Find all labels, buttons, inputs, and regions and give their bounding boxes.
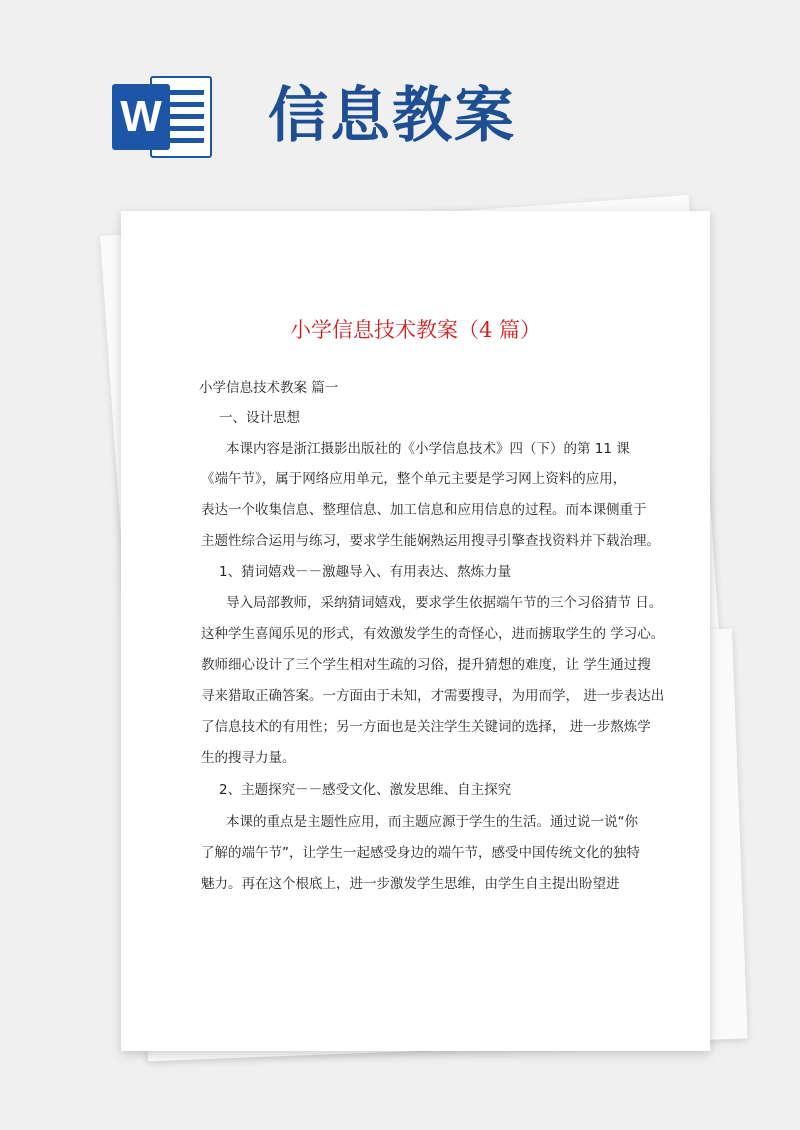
paragraph-line: 了信息技术的有用性；另一方面也是关注学生关键词的选择， 进一步熬炼学 bbox=[201, 719, 651, 735]
paragraph-line: 寻来猎取正确答案。一方面由于未知，才需要搜寻，为用而学， 进一步表达出 bbox=[201, 688, 665, 704]
subheading: 一、设计思想 bbox=[219, 410, 300, 426]
document-title: 小学信息技术教案（4 篇） bbox=[289, 318, 542, 342]
paragraph-line: 这种学生喜闻乐见的形式，有效激发学生的奇怪心，进而掳取学生的 学习心。 bbox=[201, 626, 665, 642]
header-title: 信息教案 bbox=[268, 81, 516, 151]
document-page bbox=[121, 211, 710, 1051]
paragraph-line: 《端午节》，属于网络应用单元，整个单元主要是学习网上资料的应用， bbox=[201, 471, 627, 487]
paragraph-line: 生的搜寻力量。 bbox=[201, 750, 296, 766]
paragraph-line: 主题性综合运用与练习，要求学生能娴熟运用搜寻引擎查找资料并下载治理。 bbox=[201, 533, 660, 549]
subheading: 2、主题探究－－感受文化、激发思维、自主探究 bbox=[219, 782, 512, 798]
subheading: 1、猜词嬉戏－－激趣导入、有用表达、熬炼力量 bbox=[219, 564, 512, 580]
section-heading: 小学信息技术教案 篇一 bbox=[199, 380, 339, 396]
word-badge: W bbox=[112, 84, 170, 150]
paragraph-line: 表达一个收集信息、整理信息、加工信息和应用信息的过程。而本课侧重于 bbox=[201, 502, 647, 518]
paragraph-line: 导入局部教师，采纳猜词嬉戏，要求学生依据端午节的三个习俗猜节 日。 bbox=[226, 595, 663, 611]
paragraph-line: 了解的端午节”，让学生一起感受身边的端午节，感受中国传统文化的独特 bbox=[201, 845, 640, 861]
paragraph-line: 本课内容是浙江摄影出版社的《小学信息技术》四（下）的第 11 课 bbox=[226, 441, 630, 457]
paragraph-line: 魅力。再在这个根底上，进一步激发学生思维，由学生自主提出盼望进 bbox=[201, 876, 620, 892]
paragraph-line: 教师细心设计了三个学生相对生疏的习俗，提升猜想的难度，让 学生通过搜 bbox=[201, 657, 651, 673]
paragraph-line: 本课的重点是主题性应用，而主题应源于学生的生活。通过说一说“你 bbox=[226, 814, 638, 830]
word-icon bbox=[112, 76, 212, 158]
